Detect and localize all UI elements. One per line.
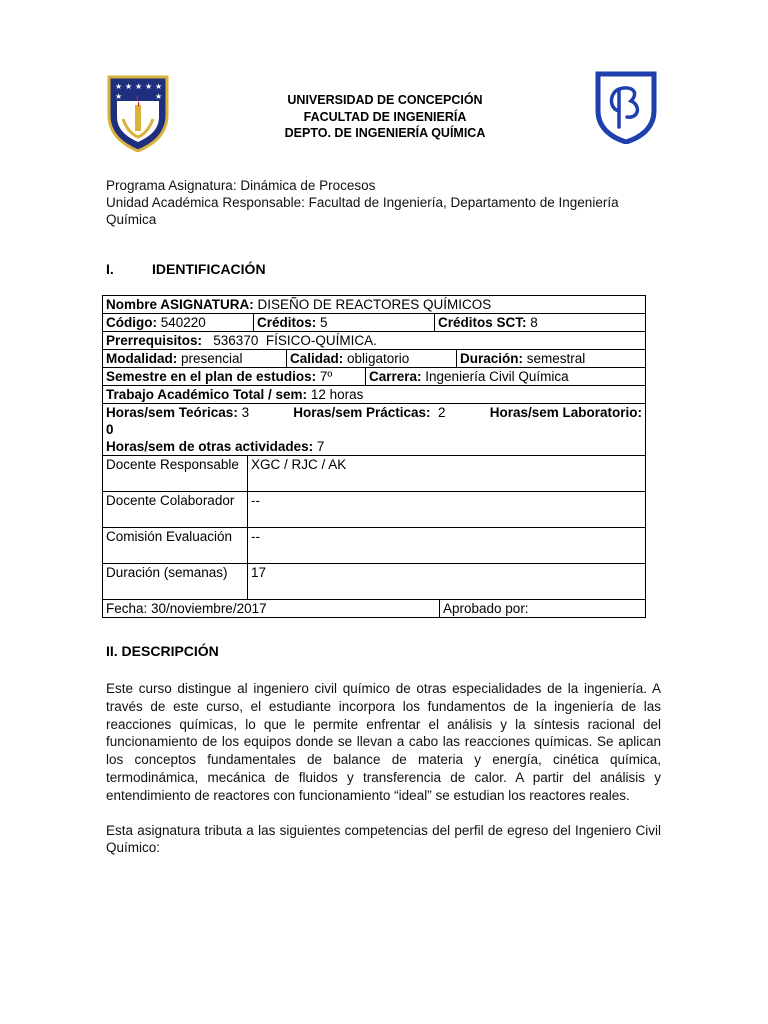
department-name: DEPTO. DE INGENIERÍA QUÍMICA (284, 126, 486, 140)
prereq-value: 536370 FÍSICO-QUÍMICA. (202, 333, 377, 348)
program-subject: Programa Asignatura: Dinámica de Procesos (106, 178, 376, 193)
lab-label: Horas/sem Laboratorio: (489, 405, 642, 420)
carrera-label: Carrera: (369, 369, 422, 384)
carrera-value: Ingeniería Civil Química (421, 369, 569, 384)
creditos-value: 5 (316, 315, 328, 330)
faculty-logo (595, 71, 657, 144)
otras-value: 7 (313, 439, 325, 454)
prereq-label: Prerrequisitos: (106, 333, 203, 348)
trabajo-label: Trabajo Académico Total / sem: (106, 387, 308, 402)
docente-resp-label: Docente Responsable (103, 456, 248, 492)
duracion-sem-label: Duración (semanas) (103, 564, 248, 600)
teoricas-value: 3 (237, 405, 250, 420)
comision-value: -- (248, 528, 646, 564)
program-info (106, 177, 646, 228)
identification-table (102, 295, 646, 618)
comision-label: Comisión Evaluación (103, 528, 248, 564)
nombre-value: DISEÑO DE REACTORES QUÍMICOS (253, 297, 492, 312)
codigo-label: Código: (106, 315, 157, 330)
aprobado-text: Aprobado por: (439, 600, 645, 617)
duracion-sem-value: 17 (248, 564, 646, 600)
section-identification-number: I. (106, 261, 114, 277)
practicas-label: Horas/sem Prácticas: (293, 405, 431, 420)
duracion-label: Duración: (460, 351, 524, 366)
lab-value: 0 (106, 422, 114, 437)
docente-col-label: Docente Colaborador (103, 492, 248, 528)
modalidad-value: presencial (177, 351, 243, 366)
university-crest-logo (107, 75, 169, 152)
program-unit: Unidad Académica Responsable: Facultad de Ingeniería, Departamento de Ingeniería Química (106, 195, 619, 227)
creditos-label: Créditos: (257, 315, 317, 330)
svg-text:★: ★ (135, 82, 143, 91)
svg-text:★: ★ (115, 92, 123, 101)
description-paragraph: Este curso distingue al ingeniero civil químico de otras especialidades de la ingeniería. A través de este curso, el estudiante incorpora los fundamentos de la ingeniería de las reacciones químicas, lo que le permite enfrentar el análisis y la síntesis racional del funcionamiento de los equipos donde se llevan a cabo las reacciones químicas. Se aplican los conceptos fundamentales de balance de materia y energía, cinética química, termodinámica, mecánica de fluidos y transferencia de calor. A partir del análisis y entendimiento de reactores con funcionamiento “ideal” se estudian los reactores reales. (106, 681, 661, 803)
sct-value: 8 (526, 315, 538, 330)
svg-text:★: ★ (155, 92, 163, 101)
svg-text:★: ★ (155, 82, 163, 91)
trabajo-value: 12 horas (307, 387, 364, 402)
section-identification-title: IDENTIFICACIÓN (152, 261, 266, 277)
otras-label: Horas/sem de otras actividades: (106, 439, 314, 454)
docente-col-value: -- (248, 492, 646, 528)
codigo-value: 540220 (156, 315, 206, 330)
svg-text:★: ★ (115, 82, 123, 91)
fecha-text: Fecha: 30/noviembre/2017 (106, 601, 267, 616)
semestre-value: 7º (316, 369, 333, 384)
duracion-value: semestral (523, 351, 586, 366)
competencies-paragraph: Esta asignatura tributa a las siguientes competencias del perfil de egreso del Ingeniero Civil Químico: (106, 822, 661, 856)
section-description-title: II. DESCRIPCIÓN (106, 643, 219, 659)
semestre-label: Semestre en el plan de estudios: (106, 369, 317, 384)
description-body (106, 680, 661, 874)
calidad-value: obligatorio (343, 351, 410, 366)
svg-text:★: ★ (145, 82, 153, 91)
practicas-value: 2 (430, 405, 446, 420)
docente-resp-value: XGC / RJC / AK (248, 456, 646, 492)
svg-text:★: ★ (125, 82, 133, 91)
modalidad-label: Modalidad: (106, 351, 178, 366)
institution-header (200, 92, 570, 142)
university-name: UNIVERSIDAD DE CONCEPCIÓN (287, 93, 483, 107)
faculty-name: FACULTAD DE INGENIERÍA (303, 109, 467, 124)
teoricas-label: Horas/sem Teóricas: (106, 405, 238, 420)
sct-label: Créditos SCT: (438, 315, 527, 330)
calidad-label: Calidad: (290, 351, 344, 366)
nombre-label: Nombre ASIGNATURA: (106, 297, 254, 312)
